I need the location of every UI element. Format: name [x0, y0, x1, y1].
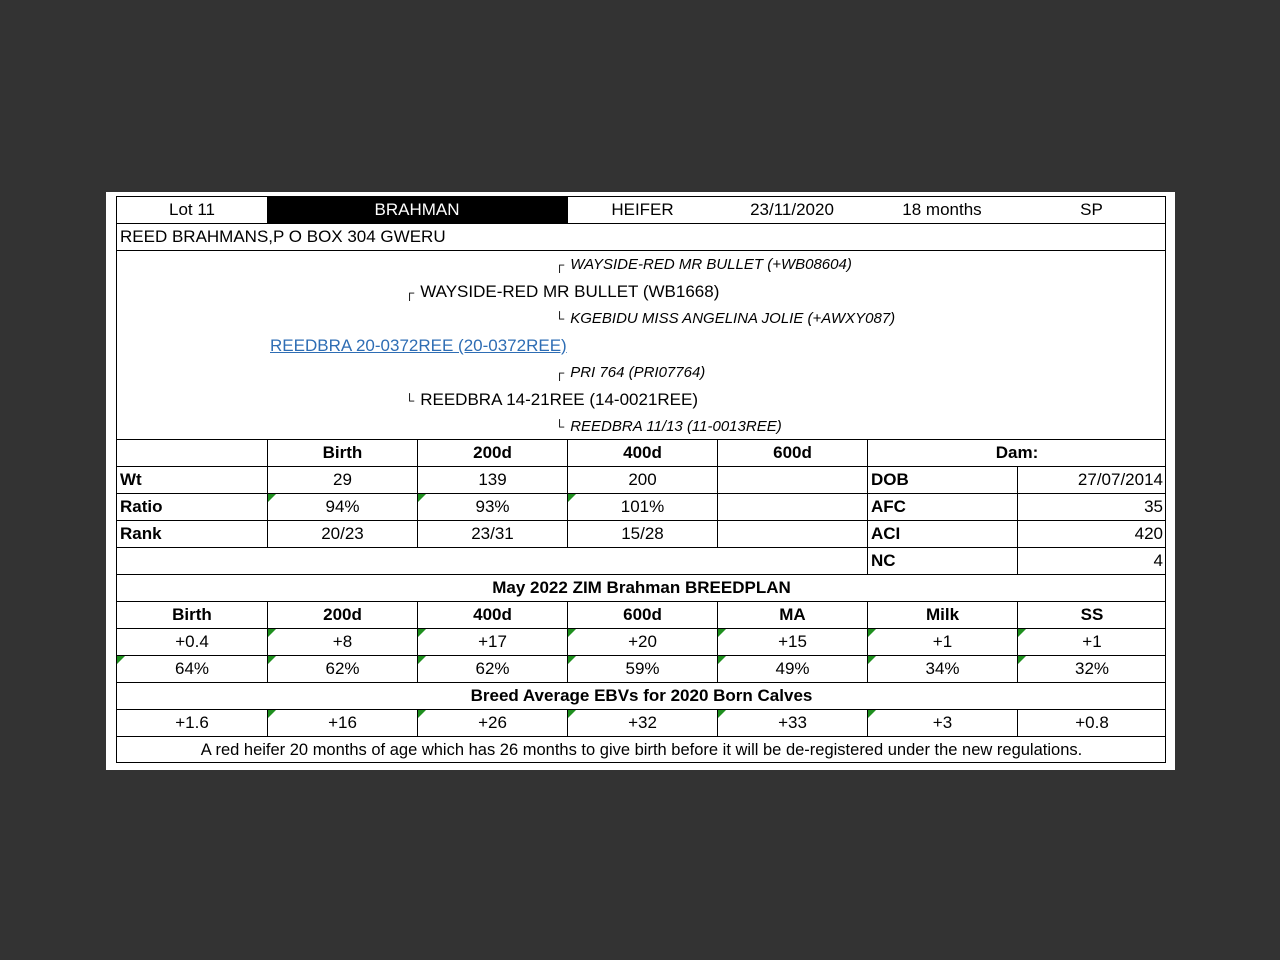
rank-600d — [717, 521, 867, 547]
acc-milk: 34% — [867, 656, 1017, 682]
comment-marker[interactable] — [718, 629, 726, 637]
lot-sheet — [106, 192, 1175, 770]
ebv-header-birth: Birth — [172, 605, 212, 624]
comment-marker[interactable] — [718, 710, 726, 718]
acc-400d: 62% — [417, 656, 567, 682]
comment-marker[interactable] — [418, 656, 426, 664]
breed-average-row — [116, 709, 1166, 736]
category: SP — [1080, 200, 1103, 219]
pedigree-dam-dam: └ REEDBRA 11/13 (11-0013REE) — [555, 418, 782, 435]
ebv-header-ss: SS — [1017, 602, 1166, 628]
avg-birth: +1.6 — [175, 713, 209, 732]
pedigree-animal — [270, 332, 567, 359]
acc-birth: 64% — [117, 656, 267, 682]
ratio-birth: 94% — [267, 494, 417, 520]
comment-marker[interactable] — [568, 494, 576, 502]
pedigree-sire-dam: └ KGEBIDU MISS ANGELINA JOLIE (+AWXY087) — [555, 310, 896, 327]
animal-link[interactable]: REEDBRA 20-0372REE (20-0372REE) — [270, 336, 567, 355]
rank-birth: 20/23 — [267, 521, 417, 547]
comment-marker[interactable] — [268, 494, 276, 502]
dam-afc-value: 35 — [1017, 494, 1166, 520]
dam-aci-value: 420 — [1017, 521, 1166, 547]
performance-header-row — [116, 439, 1166, 466]
birth-date: 23/11/2020 — [750, 200, 834, 219]
age: 18 months — [902, 200, 982, 219]
dam-aci-label: ACI — [867, 521, 1017, 547]
ebv-header-milk: Milk — [867, 602, 1017, 628]
breedplan-header-row — [116, 601, 1166, 628]
breed-name: BRAHMAN — [267, 197, 567, 223]
weight-row — [116, 466, 1166, 493]
breed-average-title: Breed Average EBVs for 2020 Born Calves — [470, 686, 813, 705]
breeder-row — [116, 223, 1166, 250]
avg-ma: +33 — [717, 710, 867, 736]
comment-marker[interactable] — [268, 656, 276, 664]
accuracy-row — [116, 655, 1166, 682]
ratio-row — [116, 493, 1166, 520]
pedigree-dam-sire: ┌ PRI 764 (PRI07764) — [555, 364, 706, 381]
avg-600d: +32 — [567, 710, 717, 736]
ebv-ss: +1 — [1017, 629, 1166, 655]
lot-comment: A red heifer 20 months of age which has 26 months to give birth before it will be de-registered under the new regulations. — [200, 741, 1083, 759]
comment-marker[interactable] — [1018, 629, 1026, 637]
comment-marker[interactable] — [418, 629, 426, 637]
dam-nc-value: 4 — [1017, 548, 1166, 574]
weight-400d: 200 — [567, 467, 717, 493]
pedigree-sire-sire: ┌ WAYSIDE-RED MR BULLET (+WB08604) — [555, 256, 852, 273]
breed-average-title-row — [116, 682, 1166, 709]
acc-600d: 59% — [567, 656, 717, 682]
dam-nc-label: NC — [867, 548, 1017, 574]
pedigree — [116, 250, 1166, 439]
ebv-400d: +17 — [417, 629, 567, 655]
ebv-birth: +0.4 — [175, 632, 209, 651]
ebv-header-600d: 600d — [567, 602, 717, 628]
perf-header-200d: 200d — [417, 440, 567, 466]
perf-header-400d: 400d — [567, 440, 717, 466]
ebv-600d: +20 — [567, 629, 717, 655]
ratio-600d — [717, 494, 867, 520]
ebv-header-ma: MA — [717, 602, 867, 628]
comment-marker[interactable] — [718, 656, 726, 664]
comment-marker[interactable] — [868, 629, 876, 637]
comment-marker[interactable] — [418, 494, 426, 502]
acc-ss: 32% — [1017, 656, 1166, 682]
ratio-200d: 93% — [417, 494, 567, 520]
avg-400d: +26 — [417, 710, 567, 736]
perf-header-birth: Birth — [267, 440, 417, 466]
pedigree-dam: └ REEDBRA 14-21REE (14-0021REE) — [405, 390, 699, 409]
comment-marker[interactable] — [1018, 656, 1026, 664]
comment-marker[interactable] — [418, 710, 426, 718]
performance-corner — [117, 440, 267, 466]
ratio-400d: 101% — [567, 494, 717, 520]
ebv-ma: +15 — [717, 629, 867, 655]
comment-row — [116, 736, 1166, 763]
comment-marker[interactable] — [117, 656, 125, 664]
breeder-address: REED BRAHMANS,P O BOX 304 GWERU — [120, 227, 446, 246]
comment-marker[interactable] — [868, 710, 876, 718]
nc-row — [116, 547, 1166, 574]
ebv-header-200d: 200d — [267, 602, 417, 628]
pedigree-sire: ┌ WAYSIDE-RED MR BULLET (WB1668) — [405, 282, 720, 301]
ebv-row — [116, 628, 1166, 655]
weight-200d: 139 — [417, 467, 567, 493]
avg-milk: +3 — [867, 710, 1017, 736]
breedplan-title-row — [116, 574, 1166, 601]
rank-row — [116, 520, 1166, 547]
dam-afc-label: AFC — [867, 494, 1017, 520]
ebv-milk: +1 — [867, 629, 1017, 655]
header-row — [116, 196, 1166, 223]
sex: HEIFER — [567, 197, 717, 223]
weight-600d — [717, 467, 867, 493]
rank-400d: 15/28 — [567, 521, 717, 547]
weight-birth: 29 — [267, 467, 417, 493]
ratio-label: Ratio — [120, 497, 163, 516]
nc-spacer — [117, 548, 867, 574]
dam-dob-value: 27/07/2014 — [1017, 467, 1166, 493]
rank-200d: 23/31 — [417, 521, 567, 547]
acc-200d: 62% — [267, 656, 417, 682]
dam-dob-label: DOB — [867, 467, 1017, 493]
comment-marker[interactable] — [868, 656, 876, 664]
avg-ss: +0.8 — [1017, 710, 1166, 736]
dam-header: Dam: — [867, 440, 1166, 466]
acc-ma: 49% — [717, 656, 867, 682]
comment-marker[interactable] — [268, 629, 276, 637]
comment-marker[interactable] — [568, 629, 576, 637]
ebv-header-400d: 400d — [417, 602, 567, 628]
rank-label: Rank — [120, 524, 162, 543]
avg-200d: +16 — [267, 710, 417, 736]
comment-marker[interactable] — [568, 656, 576, 664]
ebv-200d: +8 — [267, 629, 417, 655]
perf-header-600d: 600d — [717, 440, 867, 466]
comment-marker[interactable] — [268, 710, 276, 718]
breedplan-title: May 2022 ZIM Brahman BREEDPLAN — [492, 578, 791, 597]
lot-number: Lot 11 — [168, 200, 215, 219]
comment-marker[interactable] — [568, 710, 576, 718]
lot-table — [116, 196, 1166, 763]
weight-label: Wt — [120, 470, 142, 489]
